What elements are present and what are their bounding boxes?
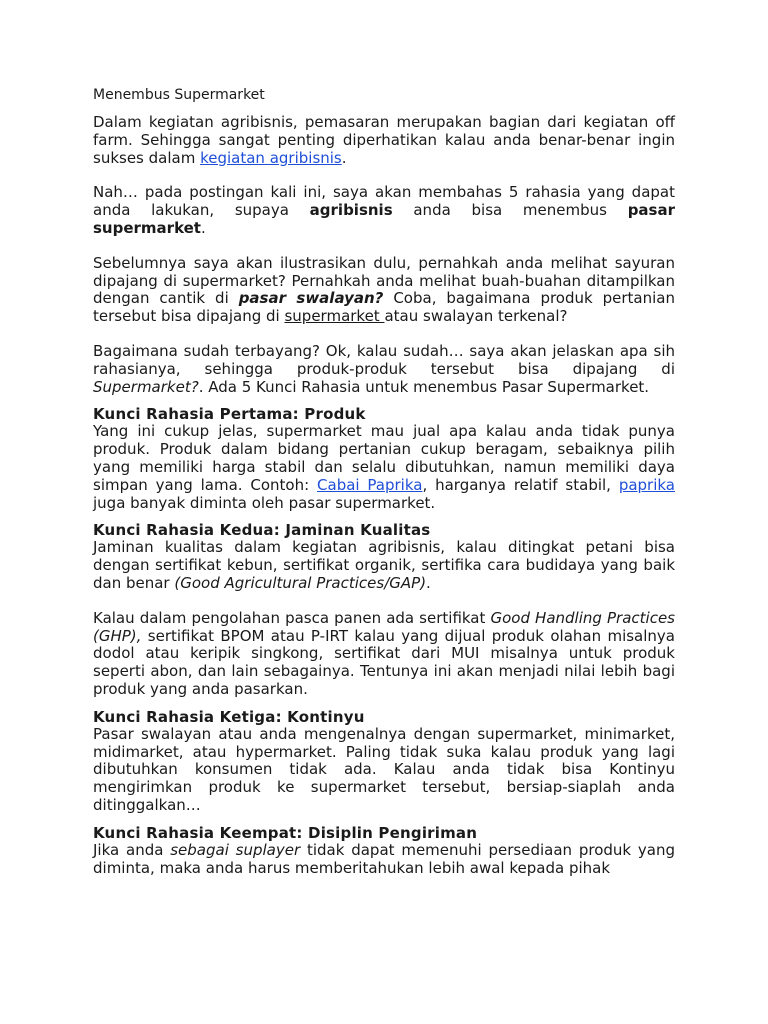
paragraph-ilustrasi: Sebelumnya saya akan ilustrasikan dulu, pernahkah anda melihat sayuran dipajang di supermarket? Pernahkah anda melihat buah-buahan ditampilkan dengan cantik di pasar swalayan? Coba, bagaimana produk pertanian tersebut bisa dipajang di supermarket atau swalayan terkenal?: [93, 253, 676, 326]
italic-ghp: Good Handling Practices (GHP),: [93, 608, 675, 645]
paragraph-intro: Dalam kegiatan agribisnis, pemasaran merupakan bagian dari kegiatan off farm. Sehingga sangat penting diperhatikan kalau anda benar-benar ingin sukses dalam kegiatan agribisnis.: [93, 113, 675, 167]
paragraph-jaminan-kualitas: Jaminan kualitas dalam kegiatan agribisnis, kalau ditingkat petani bisa dengan sertifikat kebun, sertifikat organik, sertifika cara budidaya yang baik dan benar (Good Agricultural Practices/GAP).: [93, 538, 675, 592]
bolditalic-pasar-swalayan: pasar swalayan?: [238, 289, 384, 308]
document-title: Menembus Supermarket: [93, 87, 265, 103]
paragraph-pasca-panen: Kalau dalam pengolahan pasca panen ada sertifikat Good Handling Practices (GHP), sertifikat BPOM atau P-IRT kalau yang dijual produk olahan misalnya dodol atau keripik singkong, sertifikat dari MUI misalnya untuk produk seperti abon, dan lain sebagainya. Tentunya ini akan menjadi nilai lebih bagi produk yang anda pasarkan.: [93, 608, 675, 698]
link-kegiatan-agribisnis[interactable]: kegiatan agribisnis: [200, 148, 342, 167]
italic-suplayer: sebagai suplayer: [170, 840, 301, 859]
paragraph-postingan: Nah… pada postingan kali ini, saya akan membahas 5 rahasia yang dapat anda lakukan, supaya agribisnis anda bisa menembus pasar supermarket.: [93, 183, 675, 237]
heading-kunci-keempat: Kunci Rahasia Keempat: Disiplin Pengiriman: [93, 823, 478, 842]
paragraph-terbayang: Bagaimana sudah terbayang? Ok, kalau sudah… saya akan jelaskan apa sih rahasianya, sehingga produk-produk tersebut bisa dipajang di Supermarket?. Ada 5 Kunci Rahasia untuk menembus Pasar Supermarket.: [93, 341, 675, 396]
heading-kunci-ketiga: Kunci Rahasia Ketiga: Kontinyu: [93, 707, 365, 726]
italic-gap: (Good Agricultural Practices/GAP): [174, 573, 427, 592]
underline-supermarket: supermarket: [284, 307, 385, 326]
heading-kunci-kedua: Kunci Rahasia Kedua: Jaminan Kualitas: [93, 521, 431, 540]
paragraph-disiplin: Jika anda sebagai suplayer tidak dapat memenuhi persediaan produk yang diminta, maka anda harus memberitahukan lebih awal kepada pihak: [93, 840, 675, 877]
heading-kunci-pertama: Kunci Rahasia Pertama: Produk: [93, 405, 366, 424]
bold-pasar-supermarket: pasar supermarket: [93, 201, 675, 237]
paragraph-produk: Yang ini cukup jelas, supermarket mau jual apa kalau anda tidak punya produk. Produk dalam bidang pertanian cukup beragam, sebaiknya pilih yang memiliki harga stabil dan selalu dibutuhkan, namun memiliki daya simpan yang lama. Contoh: Cabai Paprika, harganya relatif stabil, paprika juga banyak diminta oleh pasar supermarket.: [93, 422, 675, 512]
bold-agribisnis: agribisnis: [309, 201, 393, 220]
paragraph-kontinyu: Pasar swalayan atau anda mengenalnya dengan supermarket, minimarket, midimarket, atau hypermarket. Paling tidak suka kalau produk yang lagi dibutuhkan konsumen tidak ada. Kalau anda tidak bisa Kontinyu mengirimkan produk ke supermarket tersebut, bersiap-siaplah anda ditinggalkan…: [93, 724, 675, 814]
document-page: [93, 86, 675, 877]
link-paprika[interactable]: paprika: [618, 475, 675, 494]
italic-supermarket: Supermarket?: [93, 377, 199, 396]
link-cabai-paprika[interactable]: Cabai Paprika: [317, 475, 423, 494]
